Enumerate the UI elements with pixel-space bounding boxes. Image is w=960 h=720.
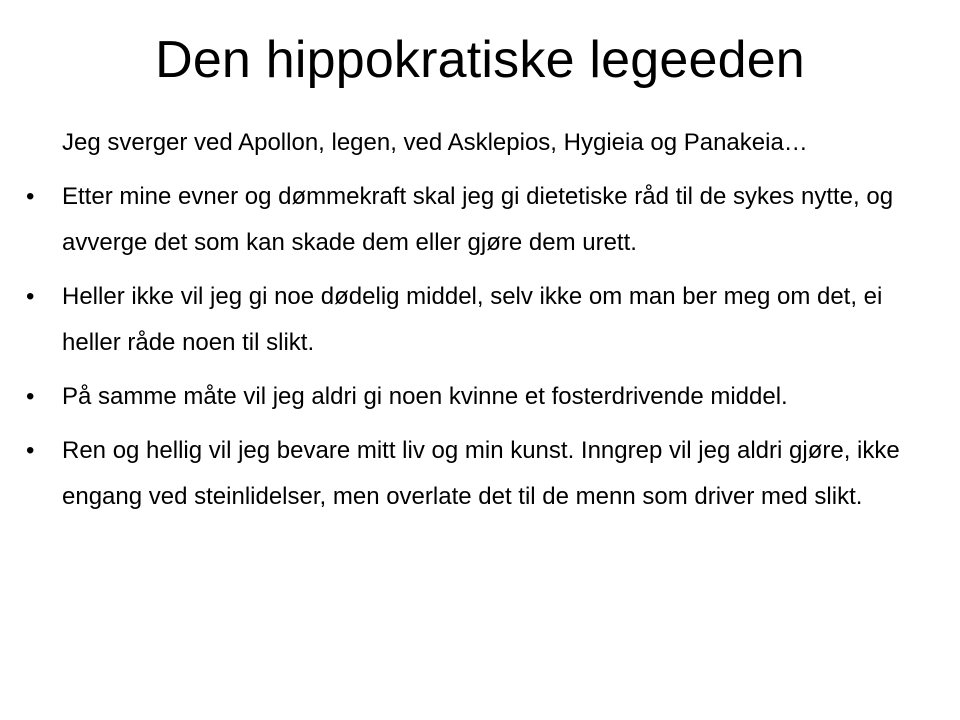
bullet-text: Ren og hellig vil jeg bevare mitt liv og min kunst. Inngrep vil jeg aldri gjøre, ikke engang ved steinlidelser, men overlate det til de menn som driver med slikt.: [62, 437, 900, 510]
bullet-item: [26, 274, 946, 366]
bullet-dot-icon: •: [26, 283, 35, 310]
slide-title: Den hippokratiske legeeden: [155, 31, 805, 89]
bullet-item: [26, 374, 946, 420]
slide-body: [26, 120, 946, 528]
bullet-item: [26, 428, 946, 520]
bullet-dot-icon: •: [26, 437, 35, 464]
bullet-list: [26, 174, 946, 520]
bullet-dot-icon: •: [26, 383, 35, 410]
bullet-text: Etter mine evner og dømmekraft skal jeg gi dietetiske råd til de sykes nytte, og avverge det som kan skade dem eller gjøre dem urett.: [62, 183, 894, 256]
bullet-text: Heller ikke vil jeg gi noe dødelig middel, selv ikke om man ber meg om det, ei heller råde noen til slikt.: [62, 283, 883, 356]
bullet-dot-icon: •: [26, 183, 35, 210]
bullet-item: [26, 174, 946, 266]
bullet-text: På samme måte vil jeg aldri gi noen kvinne et fosterdrivende middel.: [62, 383, 788, 410]
intro-paragraph: Jeg sverger ved Apollon, legen, ved Asklepios, Hygieia og Panakeia…: [62, 129, 808, 156]
